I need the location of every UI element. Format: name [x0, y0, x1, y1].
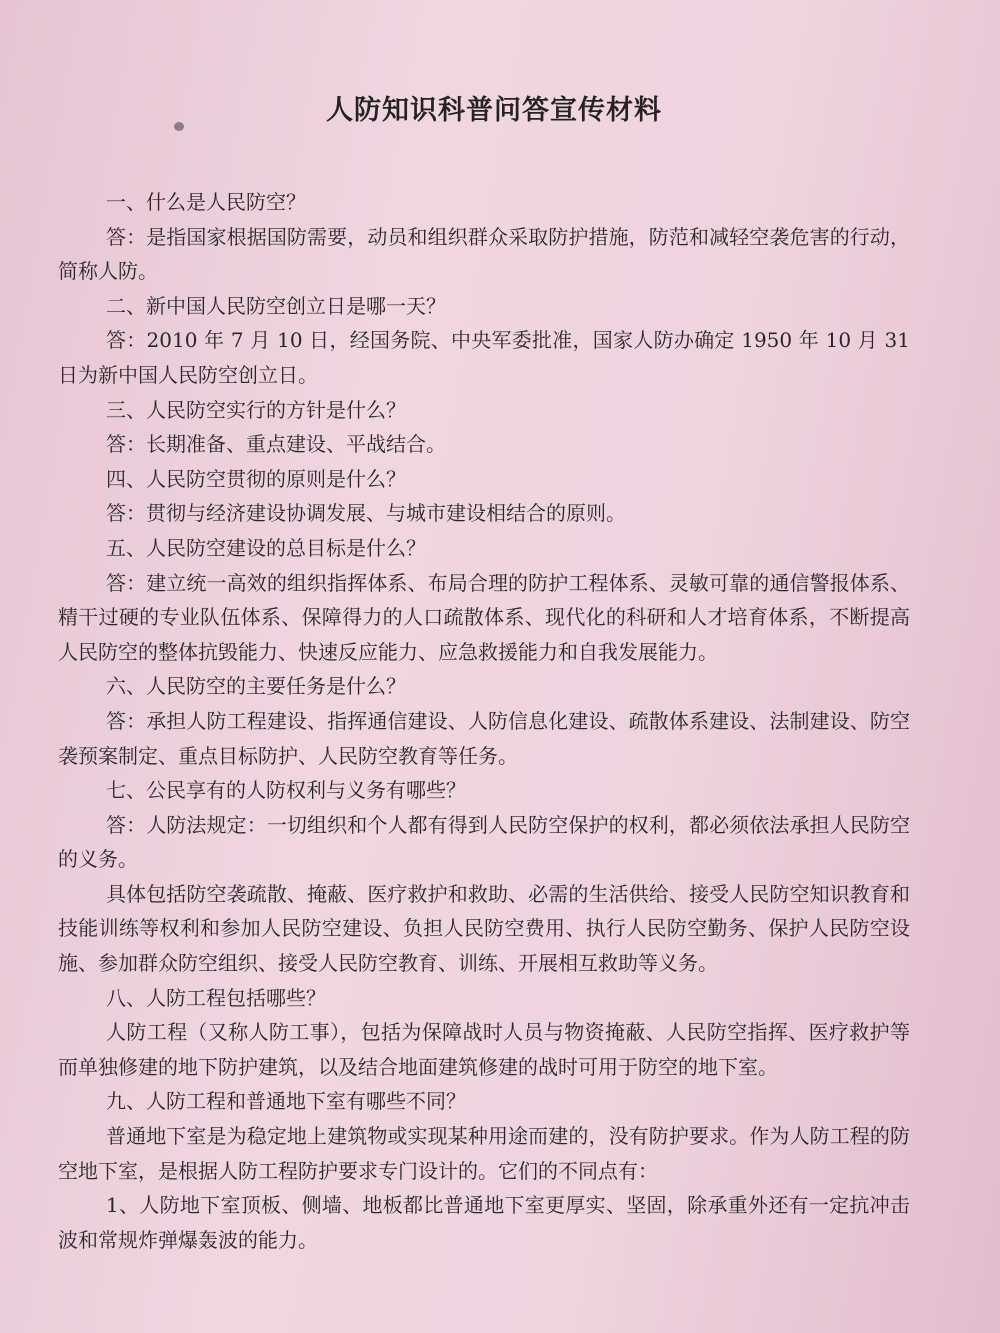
question-9: 九、人防工程和普通地下室有哪些不同？	[106, 1089, 466, 1114]
answer-9: 普通地下室是为稳定地上建筑物或实现某种用途而建的，没有防护要求。作为人防工程的防空地下室，是根据人防工程防护要求专门设计的。它们的不同点有：	[58, 1124, 910, 1183]
answer-7-detail: 具体包括防空袭疏散、掩蔽、医疗救护和救助、必需的生活供给、接受人民防空知识教育和技能训练等权利和参加人民防空建设、负担人民防空费用、执行人民防空勤务、保护人民防空设施、参加群众防空组织、接受人民防空教育、训练、开展相互救助等义务。	[58, 881, 910, 976]
answer-5: 答：建立统一高效的组织指挥体系、布局合理的防护工程体系、灵敏可靠的通信警报体系、精干过硬的专业队伍体系、保障得力的人口疏散体系、现代化的科研和人才培育体系，不断提高人民防空的整体抗毁能力、快速反应能力、应急救援能力和自我发展能力。	[58, 570, 910, 664]
answer-1: 答：是指国家根据国防需要，动员和组织群众采取防护措施，防范和减轻空袭危害的行动，简称人防。	[58, 224, 910, 284]
question-6: 六、人民防空的主要任务是什么？	[106, 674, 406, 699]
question-7: 七、公民享有的人防权利与义务有哪些？	[106, 778, 466, 803]
answer-7: 答：人防法规定：一切组织和个人都有得到人民防空保护的权利，都必须依法承担人民防空的义务。	[58, 812, 910, 872]
ink-smudge	[174, 122, 184, 131]
document-body	[58, 185, 910, 1257]
question-1: 一、什么是人民防空？	[106, 190, 306, 214]
answer-9-point-1: 1、人防地下室顶板、侧墙、地板都比普通地下室更厚实、坚固，除承重外还有一定抗冲击波和常规炸弹爆轰波的能力。	[58, 1193, 910, 1252]
question-8: 八、人防工程包括哪些？	[106, 985, 326, 1010]
document-title: 人防知识科普问答宣传材料	[326, 95, 662, 126]
question-4: 四、人民防空贯彻的原则是什么？	[106, 466, 406, 491]
question-3: 三、人民防空实行的方针是什么？	[106, 397, 406, 422]
question-5: 五、人民防空建设的总目标是什么？	[106, 535, 426, 560]
answer-3: 答：长期准备、重点建设、平战结合。	[106, 432, 446, 457]
answer-4: 答：贯彻与经济建设协调发展、与城市建设相结合的原则。	[106, 501, 626, 526]
answer-8: 人防工程（又称人防工事），包括为保障战时人员与物资掩蔽、人民防空指挥、医疗救护等而单独修建的地下防护建筑，以及结合地面建筑修建的战时可用于防空的地下室。	[58, 1020, 910, 1079]
answer-6: 答：承担人防工程建设、指挥通信建设、人防信息化建设、疏散体系建设、法制建设、防空袭预案制定、重点目标防护、人民防空教育等任务。	[58, 708, 910, 768]
question-2: 二、新中国人民防空创立日是哪一天？	[106, 293, 446, 318]
answer-2: 答：2010 年 7 月 10 日，经国务院、中央军委批准，国家人防办确定 1950 年 10 月 31 日为新中国人民防空创立日。	[58, 328, 910, 387]
